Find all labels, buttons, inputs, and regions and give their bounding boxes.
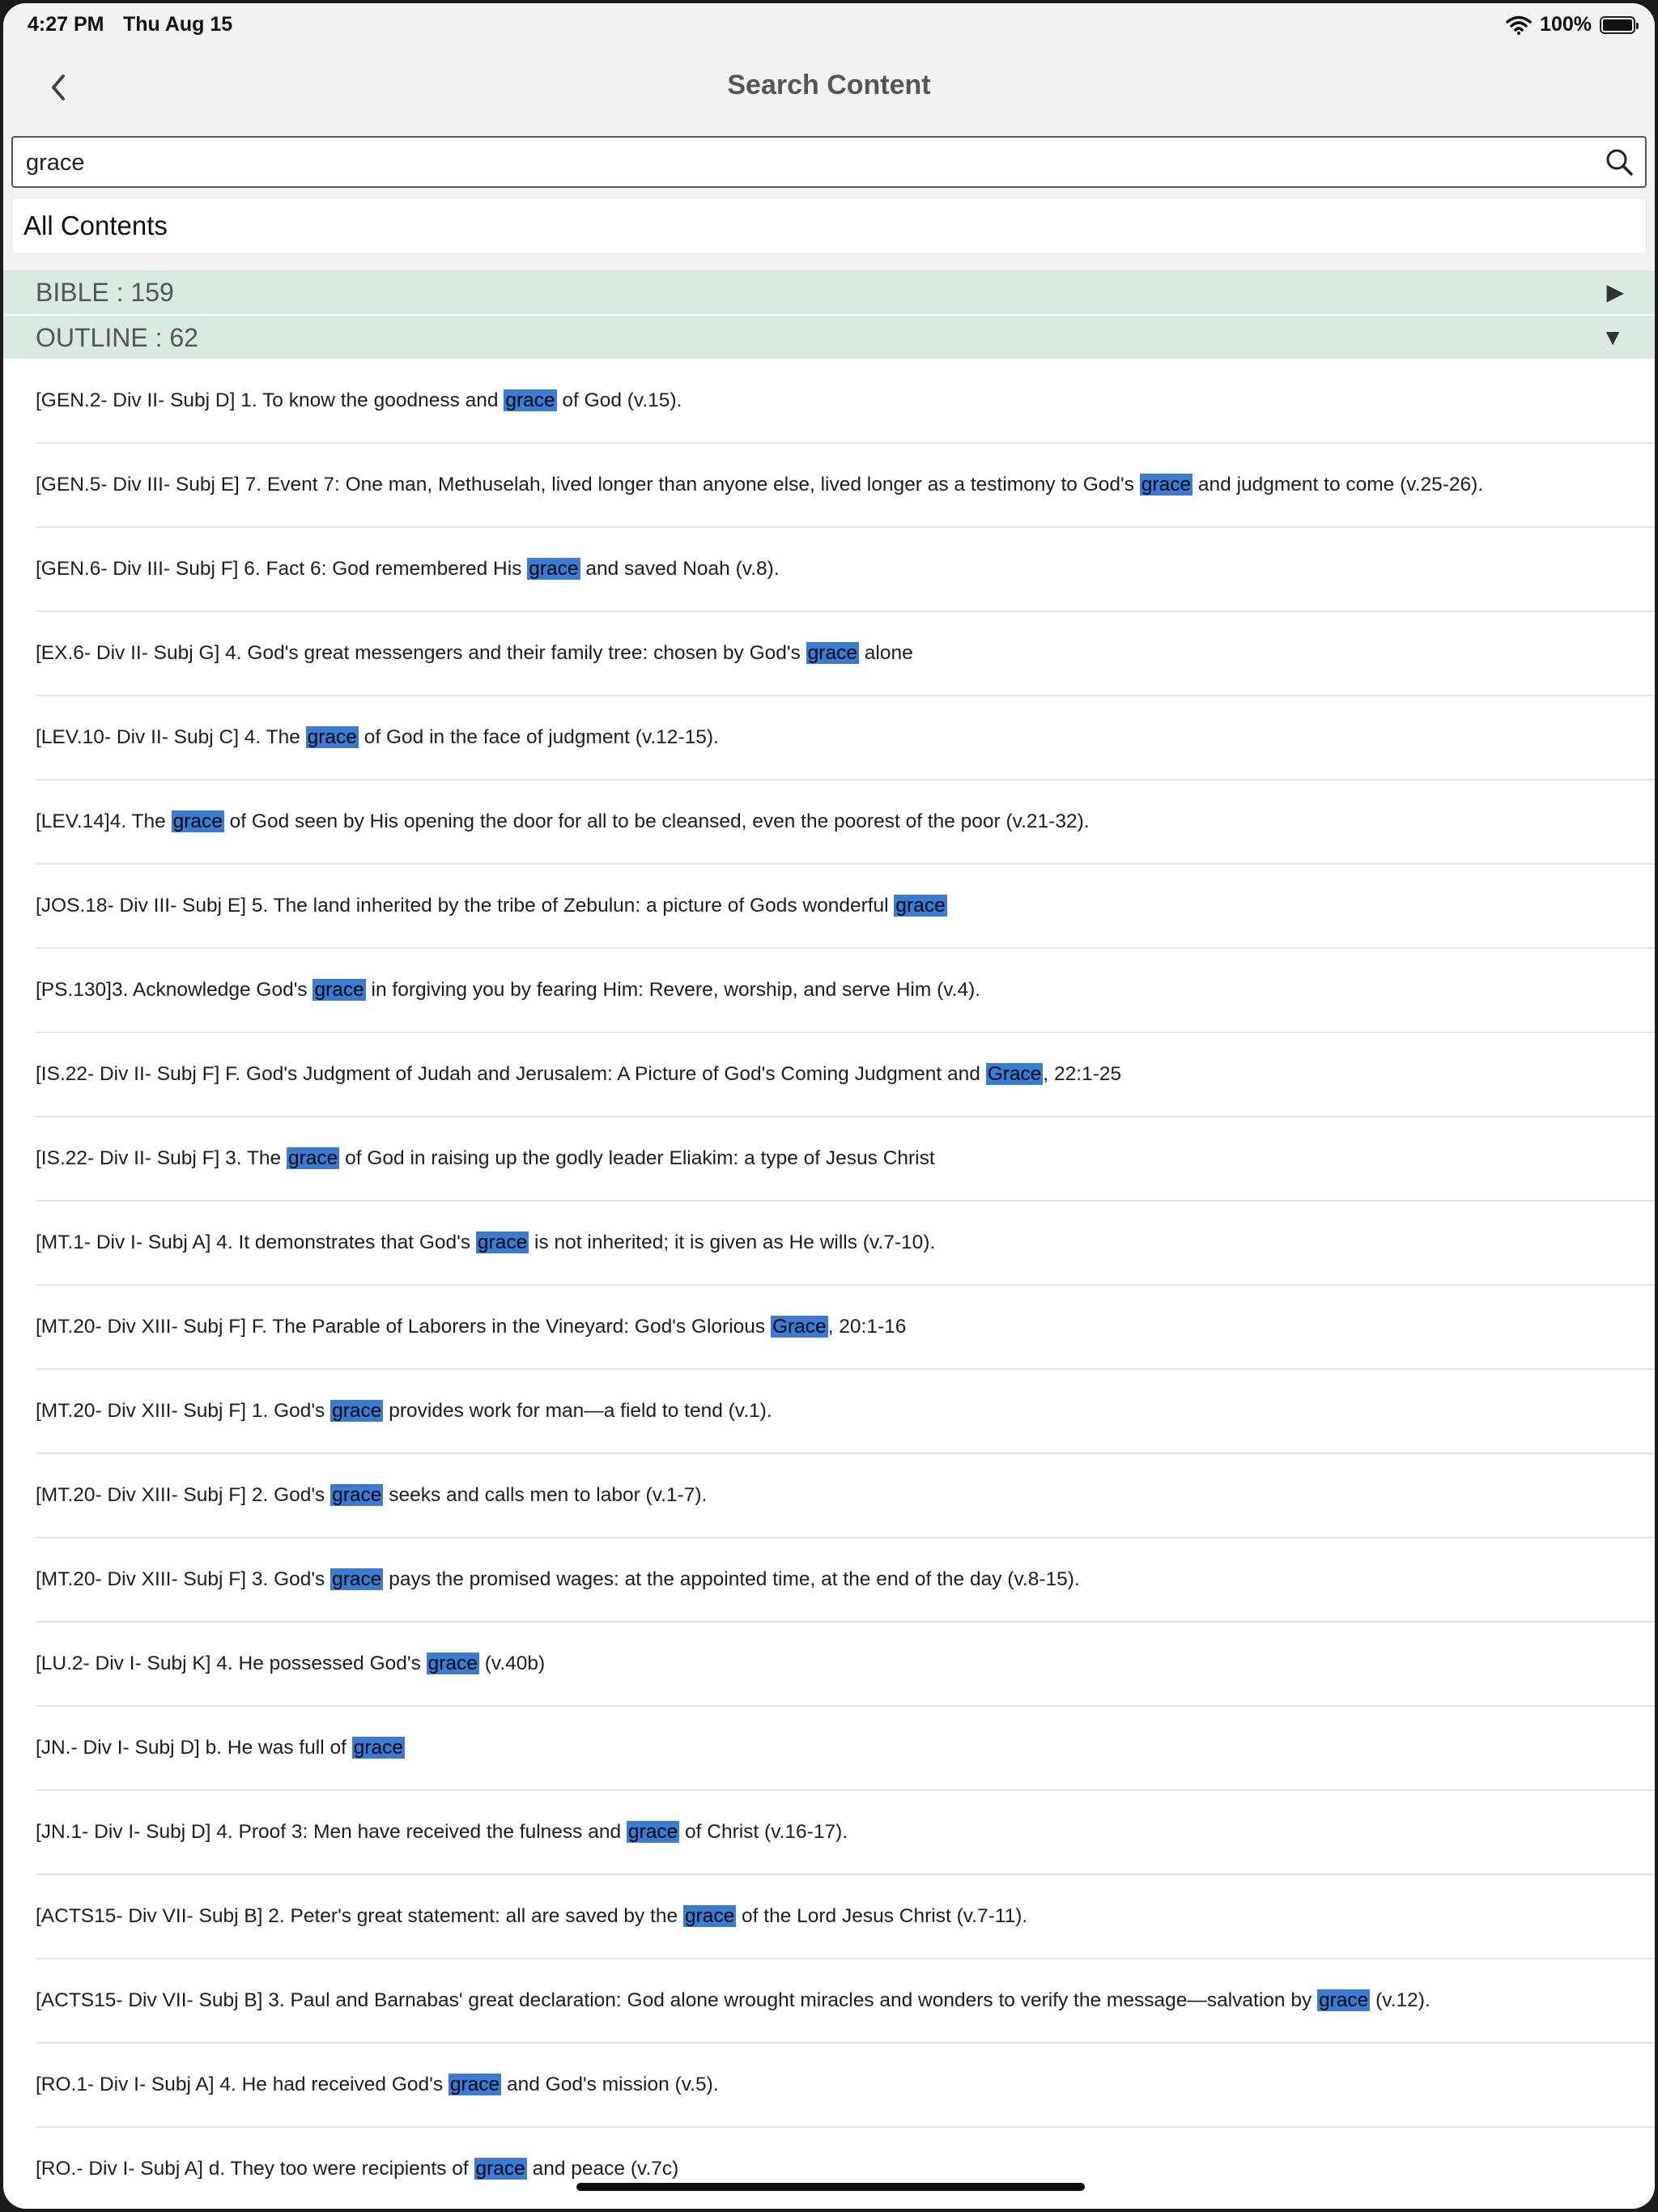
result-row[interactable] [36, 1117, 1655, 1202]
result-text-before: [MT.1- Div I- Subj A] 4. It demonstrates that God's [36, 1231, 476, 1253]
result-text [36, 810, 1090, 833]
category-label: OUTLINE : 62 [36, 323, 198, 352]
result-text-before: [GEN.6- Div III- Subj F] 6. Fact 6: God remembered His [36, 558, 528, 580]
result-row[interactable] [36, 1623, 1655, 1707]
result-text-after: of God (v.15). [556, 389, 682, 411]
result-text-before: [MT.20- Div XIII- Subj F] 1. God's [36, 1400, 331, 1422]
result-text-after: alone [858, 642, 913, 664]
search-match-highlight: grace [314, 979, 364, 1001]
result-text [36, 558, 780, 581]
result-text-before: [ACTS15- Div VII- Subj B] 2. Peter's great statement: all are saved by the [36, 1905, 683, 1927]
result-text [36, 1989, 1431, 2012]
search-match-highlight: grace [895, 895, 946, 917]
search-match-highlight: grace [529, 558, 579, 580]
result-text [36, 1821, 848, 1844]
result-text [36, 2158, 678, 2180]
search-match-highlight: grace [288, 1147, 338, 1169]
search-box [11, 136, 1647, 188]
search-match-highlight: grace [172, 810, 223, 832]
result-row[interactable] [36, 1202, 1655, 1286]
collapse-arrow-icon: ▼ [1601, 325, 1624, 350]
status-indicators [1506, 13, 1635, 36]
result-text-before: [JN.- Div I- Subj D] b. He was full of [36, 1737, 352, 1759]
result-text [36, 895, 947, 917]
result-text-after: of God seen by His opening the door for all to be cleansed, even the poorest of the poor (v.21-32). [223, 810, 1090, 832]
search-icon[interactable] [1605, 147, 1634, 177]
result-text [36, 1400, 772, 1423]
category-label: BIBLE : 159 [36, 278, 174, 307]
result-text-before: [ACTS15- Div VII- Subj B] 3. Paul and Barnabas' great declaration: God alone wrought miracles and wonders to verify the message—salvation by [36, 1989, 1318, 2011]
result-text-before: [MT.20- Div XIII- Subj F] 2. God's [36, 1484, 331, 1506]
result-text-after: seeks and calls men to labor (v.1-7). [383, 1484, 708, 1506]
result-text-before: [LEV.14]4. The [36, 810, 172, 832]
result-row[interactable] [36, 1791, 1655, 1875]
result-row[interactable] [36, 1033, 1655, 1117]
result-text-after: and judgment to come (v.25-26). [1192, 474, 1484, 496]
status-time: 4:27 PM [28, 13, 104, 36]
result-row[interactable] [36, 1454, 1655, 1538]
result-text-after: of the Lord Jesus Christ (v.7-11). [736, 1905, 1028, 1927]
result-text-after: provides work for man—a field to tend (v.1). [383, 1400, 772, 1422]
result-row[interactable] [36, 696, 1655, 781]
result-text-after: and God's mission (v.5). [501, 2074, 719, 2095]
result-text-after: (v.12). [1370, 1989, 1431, 2011]
search-input[interactable] [24, 138, 1566, 188]
status-date: Thu Aug 15 [123, 13, 233, 36]
result-text [36, 642, 913, 665]
result-text-before: [JOS.18- Div III- Subj E] 5. The land inherited by the tribe of Zebulun: a picture of Gods wonderful [36, 895, 895, 917]
battery-percentage: 100% [1540, 13, 1592, 36]
result-text-before: [LU.2- Div I- Subj K] 4. He possessed God's [36, 1653, 427, 1674]
scope-selector[interactable]: All Contents [11, 198, 1647, 254]
result-text-before: [RO.- Div I- Subj A] d. They too were recipients of [36, 2158, 474, 2180]
battery-icon [1600, 16, 1635, 34]
result-text-before: [IS.22- Div II- Subj F] F. God's Judgment of Judah and Jerusalem: A Picture of God's Coming Judgment and [36, 1063, 986, 1085]
search-match-highlight: grace [477, 1231, 528, 1253]
result-text-after: of God in raising up the godly leader Eliakim: a type of Jesus Christ [339, 1147, 935, 1169]
result-row[interactable] [36, 1538, 1655, 1623]
result-text-after: , 22:1-25 [1043, 1063, 1122, 1085]
expand-arrow-icon: ▶ [1606, 279, 1624, 304]
result-text-before: [EX.6- Div II- Subj G] 4. God's great messengers and their family tree: chosen by God's [36, 642, 806, 664]
result-text-after: in forgiving you by fearing Him: Revere, worship, and serve Him (v.4). [365, 979, 981, 1001]
result-row[interactable] [36, 1875, 1655, 1959]
category-bible[interactable] [3, 270, 1655, 314]
result-text-after: and peace (v.7c) [526, 2158, 679, 2180]
search-match-highlight: Grace [987, 1063, 1042, 1085]
result-text-after: pays the promised wages: at the appointed time, at the end of the day (v.8-15). [383, 1568, 1080, 1590]
result-text [36, 1737, 405, 1759]
result-text [36, 2074, 719, 2096]
result-text [36, 726, 719, 749]
search-match-highlight: grace [1319, 1989, 1369, 2011]
result-row[interactable] [36, 2044, 1655, 2128]
result-row[interactable] [36, 1370, 1655, 1454]
search-match-highlight: grace [684, 1905, 735, 1927]
result-text [36, 1568, 1080, 1591]
result-text-before: [MT.20- Div XIII- Subj F] 3. God's [36, 1568, 331, 1590]
result-text [36, 1063, 1121, 1086]
status-bar [3, 3, 1655, 44]
search-match-highlight: Grace [772, 1316, 827, 1338]
search-match-highlight: grace [427, 1653, 478, 1674]
search-match-highlight: grace [807, 642, 857, 664]
result-text-before: [GEN.2- Div II- Subj D] 1. To know the goodness and [36, 389, 504, 411]
result-text [36, 1147, 935, 1170]
result-text-before: [IS.22- Div II- Subj F] 3. The [36, 1147, 287, 1169]
result-text-after: of Christ (v.16-17). [679, 1821, 848, 1843]
result-text [36, 1316, 906, 1338]
result-row[interactable] [36, 949, 1655, 1033]
result-row[interactable] [36, 1286, 1655, 1370]
search-match-highlight: grace [353, 1737, 404, 1759]
result-row[interactable] [36, 1707, 1655, 1791]
result-row[interactable] [36, 612, 1655, 696]
result-text-before: [PS.130]3. Acknowledge God's [36, 979, 313, 1001]
page-title: Search Content [727, 70, 931, 100]
result-row[interactable] [36, 359, 1655, 444]
result-text-before: [GEN.5- Div III- Subj E] 7. Event 7: One man, Methuselah, lived longer than anyone else, lived longer as a testimony to God's [36, 474, 1140, 496]
search-area [3, 133, 1655, 270]
search-match-highlight: grace [332, 1568, 382, 1590]
result-row[interactable] [36, 528, 1655, 612]
result-text [36, 1484, 707, 1507]
result-text-after: (v.40b) [478, 1653, 546, 1674]
search-match-highlight: grace [307, 726, 357, 748]
result-text-before: [MT.20- Div XIII- Subj F] F. The Parable of Laborers in the Vineyard: God's Glorious [36, 1316, 771, 1338]
results-list [3, 359, 1655, 2209]
category-outline[interactable] [3, 315, 1655, 359]
app-screen [3, 3, 1655, 2209]
search-match-highlight: grace [1141, 474, 1192, 496]
result-text [36, 1905, 1027, 1928]
result-row[interactable] [36, 865, 1655, 949]
result-text-before: [LEV.10- Div II- Subj C] 4. The [36, 726, 306, 748]
home-indicator [576, 2183, 1085, 2191]
result-row[interactable] [36, 1959, 1655, 2044]
wifi-icon [1506, 15, 1532, 35]
result-text-after: and saved Noah (v.8). [580, 558, 780, 580]
result-text-after: is not inherited; it is given as He wills (v.7-10). [529, 1231, 936, 1253]
result-text [36, 389, 682, 412]
search-match-highlight: grace [332, 1484, 382, 1506]
navigation-bar [3, 44, 1655, 133]
result-row[interactable] [36, 781, 1655, 865]
search-match-highlight: grace [505, 389, 555, 411]
search-match-highlight: grace [449, 2074, 500, 2095]
result-text [36, 979, 980, 1002]
search-match-highlight: grace [332, 1400, 382, 1422]
search-match-highlight: grace [475, 2158, 525, 2180]
result-text-before: [RO.1- Div I- Subj A] 4. He had received God's [36, 2074, 449, 2095]
result-text [36, 1231, 935, 1254]
result-text [36, 474, 1483, 496]
result-row[interactable] [36, 444, 1655, 528]
result-row[interactable] [36, 2128, 1655, 2209]
search-match-highlight: grace [627, 1821, 678, 1843]
result-text-after: of God in the face of judgment (v.12-15). [358, 726, 719, 748]
result-text-before: [JN.1- Div I- Subj D] 4. Proof 3: Men have received the fulness and [36, 1821, 627, 1843]
result-text-after: , 20:1-16 [827, 1316, 907, 1338]
result-text [36, 1653, 545, 1675]
